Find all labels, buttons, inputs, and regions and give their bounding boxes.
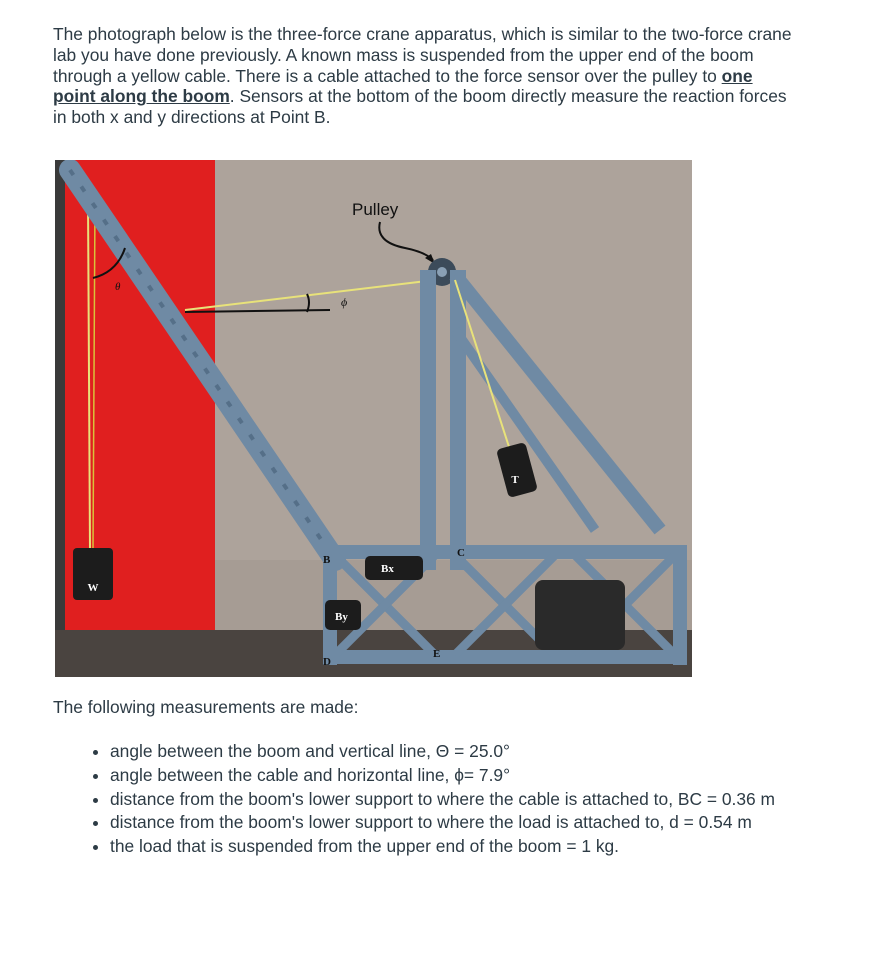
b-label: B <box>323 554 331 566</box>
crane-photo <box>55 160 692 677</box>
tower-right <box>450 270 466 570</box>
dark-wall-edge <box>55 160 65 677</box>
pulley-label: Pulley <box>352 200 399 219</box>
by-label: By <box>335 611 348 623</box>
e-label: E <box>433 648 441 660</box>
measurement-item: • angle between the cable and horizontal line, ϕ= 7.9° <box>110 765 810 786</box>
measurements-heading: The following measurements are made: <box>53 697 359 717</box>
intro-text-part2: . Sensors at the bottom of the boom directly measure the reaction forces in both x and y directions at Point B. <box>53 86 787 128</box>
t-label: T <box>511 474 519 486</box>
bx-sensor <box>365 556 423 580</box>
intro-text-part1: The photograph below is the three-force crane apparatus, which is similar to the two-force crane lab you have done previously. A known mass is suspended from the upper end of the boom through a yellow cable. There is a cable attached to the force sensor over the pulley to <box>53 24 792 86</box>
tower-left <box>420 270 436 570</box>
measurements-list <box>91 741 810 860</box>
base-bottom <box>325 650 687 664</box>
d-label: D <box>323 656 331 668</box>
measurement-item: • distance from the boom's lower support to where the load is attached to, d = 0.54 m <box>110 812 810 833</box>
phi-label: ϕ <box>341 295 348 309</box>
c-label: C <box>457 547 465 559</box>
measurement-item: • angle between the boom and vertical line, Θ = 25.0° <box>110 741 810 762</box>
intro-paragraph <box>53 24 793 128</box>
theta-label: θ <box>115 281 121 293</box>
measurement-item: • the load that is suspended from the upper end of the boom = 1 kg. <box>110 836 810 857</box>
base-column-right <box>673 545 687 665</box>
bx-label: Bx <box>381 563 394 575</box>
measurement-item: • distance from the boom's lower support to where the cable is attached to, BC = 0.36 m <box>110 789 810 810</box>
weight-label: W <box>87 582 99 594</box>
pulley-hub <box>437 267 447 277</box>
counterweight <box>535 580 625 650</box>
intro-emphasis: one point along the boom <box>53 65 753 107</box>
